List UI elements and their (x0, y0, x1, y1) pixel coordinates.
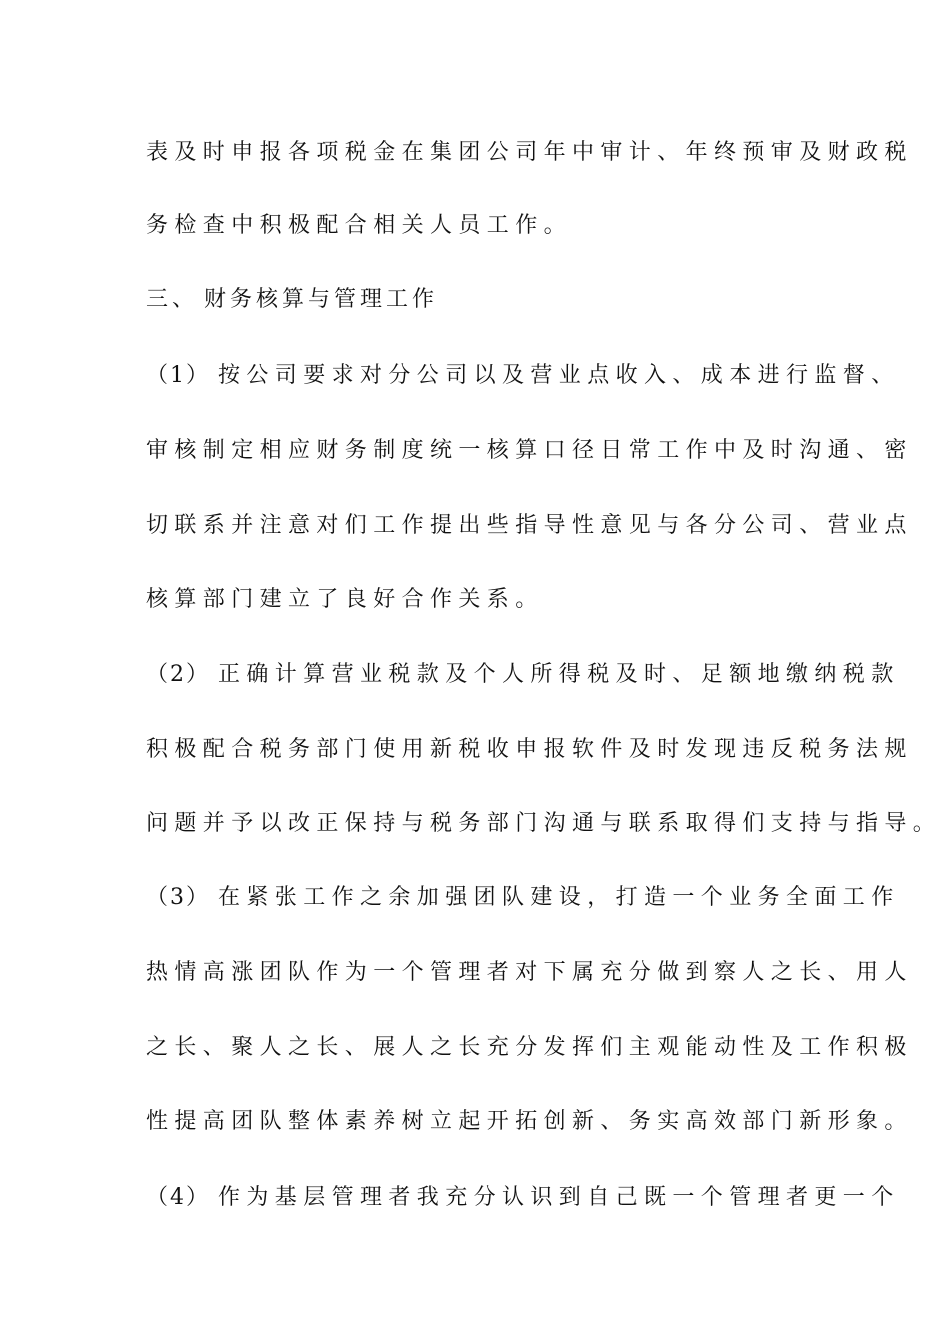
line-text: 表及时申报各项税金在集团公司年中审计、年终预审及财政税 (146, 140, 913, 165)
section-title: 财务核算与管理工作 (204, 287, 439, 312)
item-number: （2） (146, 662, 210, 687)
section-heading (146, 286, 806, 314)
text-line (146, 512, 913, 540)
line-text: 切联系并注意对们工作提出些指导性意见与各分公司、营业点 (146, 513, 913, 538)
text-line (146, 586, 806, 614)
text-line (146, 736, 913, 764)
line-text: 务检查中积极配合相关人员工作。 (146, 213, 573, 238)
line-text: 热情高涨团队作为一个管理者对下属充分做到察人之长、用人 (146, 960, 913, 985)
item-number: （4） (146, 1185, 210, 1210)
line-text: 之长、聚人之长、展人之长充分发挥们主观能动性及工作积极 (146, 1035, 913, 1060)
text-line (146, 139, 913, 167)
section-number: 三、 (146, 287, 199, 312)
line-text: 性提高团队整体素养树立起开拓创新、务实高效部门新形象。 (146, 1109, 913, 1134)
line-text: 核算部门建立了良好合作关系。 (146, 587, 544, 612)
line-text: 按公司要求对分公司以及营业点收入、成本进行监督、 (218, 363, 900, 388)
text-line (146, 959, 913, 987)
text-line (146, 212, 806, 240)
line-text: 在紧张工作之余加强团队建设，打造一个业务全面工作 (218, 885, 900, 910)
numbered-paragraph-line (146, 362, 900, 390)
numbered-paragraph-line (146, 1184, 900, 1212)
line-text: 审核制定相应财务制度统一核算口径日常工作中及时沟通、密 (146, 438, 913, 463)
text-line (146, 810, 942, 838)
text-line (146, 1108, 913, 1136)
item-number: （3） (146, 885, 210, 910)
text-line (146, 437, 913, 465)
line-text: 问题并予以改正保持与税务部门沟通与联系取得们支持与指导。 (146, 811, 942, 836)
numbered-paragraph-line (146, 884, 900, 912)
line-text: 正确计算营业税款及个人所得税及时、足额地缴纳税款 (218, 662, 900, 687)
item-number: （1） (146, 363, 210, 388)
text-line (146, 1034, 913, 1062)
numbered-paragraph-line (146, 661, 900, 689)
line-text: 作为基层管理者我充分认识到自己既一个管理者更一个 (218, 1185, 900, 1210)
line-text: 积极配合税务部门使用新税收申报软件及时发现违反税务法规 (146, 737, 913, 762)
